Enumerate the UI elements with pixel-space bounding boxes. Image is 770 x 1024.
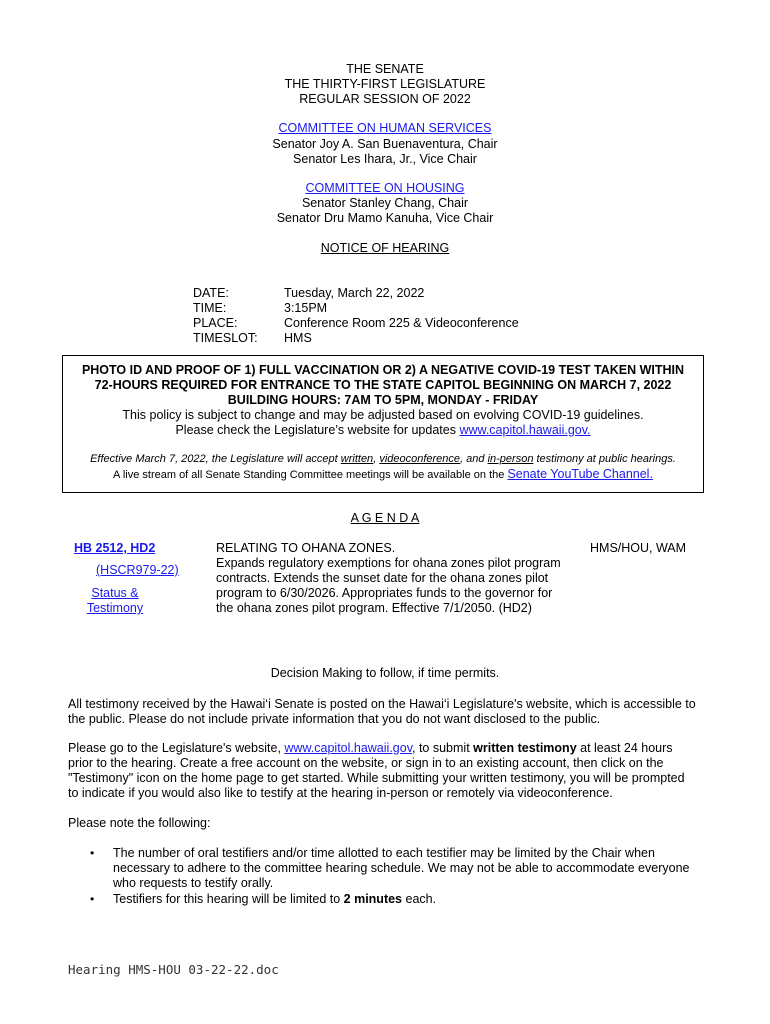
- senate-youtube-link[interactable]: Senate YouTube Channel.: [507, 467, 653, 481]
- submit-line-2: prior to the hearing. Create a free account on the website, or sign in to an existing account, then click on the: [68, 756, 664, 770]
- covid-bold-line-3: BUILDING HOURS: 7AM TO 5PM, MONDAY - FRIDAY: [227, 393, 539, 407]
- bullet-2-bold: 2 minutes: [343, 892, 403, 906]
- hscr-link[interactable]: (HSCR979-22): [96, 563, 179, 577]
- bullet-2: [113, 892, 713, 907]
- effective-text: Effective March 7, 2022, the Legislature will accept: [90, 453, 341, 465]
- bill-link[interactable]: HB 2512, HD2: [74, 541, 156, 555]
- effective-in-person: in-person: [487, 453, 534, 465]
- place-value: Conference Room 225 & Videoconference: [284, 316, 519, 330]
- bullet-1: [113, 846, 713, 891]
- agenda-desc-line-1: Expands regulatory exemptions for ohana zones pilot program: [216, 556, 561, 570]
- committee-human-services-container: [0, 121, 770, 136]
- submit-line-3: "Testimony" icon on the home page to get started. While submitting your written testimony, you will be prompted: [68, 771, 685, 785]
- capitol-website-link[interactable]: www.capitol.hawaii.gov.: [459, 423, 591, 437]
- details-values: [284, 286, 519, 346]
- committee-hou-chair: Senator Stanley Chang, Chair: [301, 196, 469, 210]
- bullet-2-suffix: each.: [402, 892, 437, 906]
- bullet-1-line-2: necessary to adhere to the committee hearing schedule. We may not be able to accommodate everyone: [113, 861, 690, 875]
- submit-line-1-suffix: at least 24 hours: [576, 741, 673, 755]
- committee-hms-vice-chair: Senator Les Ihara, Jr., Vice Chair: [293, 152, 477, 166]
- agenda-title: A G E N D A: [350, 511, 420, 525]
- capitol-website-link-2[interactable]: www.capitol.hawaii.gov: [284, 741, 413, 755]
- place-label: PLACE:: [193, 316, 238, 330]
- status-testimony-container: [74, 586, 156, 616]
- testimony-public-line-1: All testimony received by the Hawai‘i Senate is posted on the Hawai‘i Legislature's website, which is accessible to: [68, 697, 696, 711]
- testimony-public-line-2: the public. Please do not include private information that you do not want disclosed to the public.: [68, 712, 601, 726]
- covid-notice-box: [62, 355, 704, 493]
- committee-human-services-link[interactable]: COMMITTEE ON HUMAN SERVICES: [278, 121, 492, 135]
- note-intro: Please note the following:: [68, 816, 211, 830]
- date-value: Tuesday, March 22, 2022: [284, 286, 425, 300]
- session-heading: REGULAR SESSION OF 2022: [299, 92, 471, 106]
- notice-title-container: [0, 241, 770, 256]
- senate-heading: THE SENATE: [346, 62, 424, 76]
- decision-making-note: Decision Making to follow, if time permits.: [270, 666, 500, 680]
- effective-sep-1: ,: [373, 453, 380, 465]
- status-testimony-link-line-1[interactable]: Status &: [91, 586, 139, 600]
- submit-line-1-mid: , to submit: [412, 741, 474, 755]
- agenda-item-details: [216, 541, 561, 616]
- livestream-line: [63, 467, 703, 483]
- covid-policy-line: This policy is subject to change and may be adjusted based on evolving COVID-19 guidelines.: [122, 408, 644, 422]
- agenda-desc-line-2: contracts. Extends the sunset date for the ohana zones pilot: [216, 571, 549, 585]
- date-label: DATE:: [193, 286, 229, 300]
- bullet-1-marker: •: [90, 846, 95, 860]
- agenda-desc-line-3: program to 6/30/2026. Appropriates funds to the governor for: [216, 586, 553, 600]
- covid-bold-line-1: PHOTO ID AND PROOF OF 1) FULL VACCINATION OR 2) A NEGATIVE COVID-19 TEST TAKEN WITHIN: [81, 363, 685, 377]
- bullet-2-marker: •: [90, 892, 95, 906]
- notice-title: NOTICE OF HEARING: [320, 241, 450, 255]
- covid-check-line: [63, 423, 703, 438]
- agenda-title-container: [0, 511, 770, 526]
- committee-hou-vice-chair: Senator Dru Mamo Kanuha, Vice Chair: [276, 211, 494, 225]
- document-footer: Hearing HMS-HOU 03-22-22.doc: [68, 962, 279, 977]
- bullet-2-prefix: Testifiers for this hearing will be limited to: [113, 892, 344, 906]
- agenda-desc-line-4: the ohana zones pilot program. Effective 7/1/2050. (HD2): [216, 601, 532, 615]
- time-label: TIME:: [193, 301, 227, 315]
- effective-written: written: [340, 453, 374, 465]
- covid-bold-line-2: 72-HOURS REQUIRED FOR ENTRANCE TO THE STATE CAPITOL BEGINNING ON MARCH 7, 2022: [94, 378, 672, 392]
- submit-line-4: to indicate if you would also like to testify at the hearing in-person or remotely via videoconference.: [68, 786, 613, 800]
- committee-hms-chair: Senator Joy A. San Buenaventura, Chair: [272, 137, 498, 151]
- committee-housing-container: [0, 181, 770, 196]
- livestream-text: A live stream of all Senate Standing Committee meetings will be available on the: [113, 469, 508, 481]
- committee-housing-link[interactable]: COMMITTEE ON HOUSING: [305, 181, 465, 195]
- written-testimony-bold: written testimony: [473, 741, 577, 755]
- bullet-1-line-3: who requests to testify orally.: [113, 876, 274, 890]
- covid-check-text: Please check the Legislature’s website for updates: [175, 423, 460, 437]
- timeslot-label: TIMESLOT:: [193, 331, 258, 345]
- timeslot-value: HMS: [284, 331, 312, 345]
- effective-line: [63, 452, 703, 467]
- effective-videoconference: videoconference: [379, 453, 461, 465]
- submit-line-1-prefix: Please go to the Legislature's website,: [68, 741, 285, 755]
- testimony-public-paragraph: [68, 697, 708, 727]
- effective-suffix: testimony at public hearings.: [533, 453, 676, 465]
- legislature-heading: THE THIRTY-FIRST LEGISLATURE: [284, 77, 486, 91]
- bullet-1-line-1: The number of oral testifiers and/or time allotted to each testifier may be limited by the Chair when: [113, 846, 655, 860]
- submit-line-1: [68, 741, 708, 756]
- effective-sep-2: , and: [460, 453, 488, 465]
- details-labels: [193, 286, 258, 346]
- submit-testimony-paragraph: [68, 741, 708, 801]
- time-value: 3:15PM: [284, 301, 328, 315]
- status-testimony-link-line-2[interactable]: Testimony: [86, 601, 144, 615]
- agenda-referral: HMS/HOU, WAM: [590, 541, 687, 555]
- agenda-subject: RELATING TO OHANA ZONES.: [216, 541, 396, 555]
